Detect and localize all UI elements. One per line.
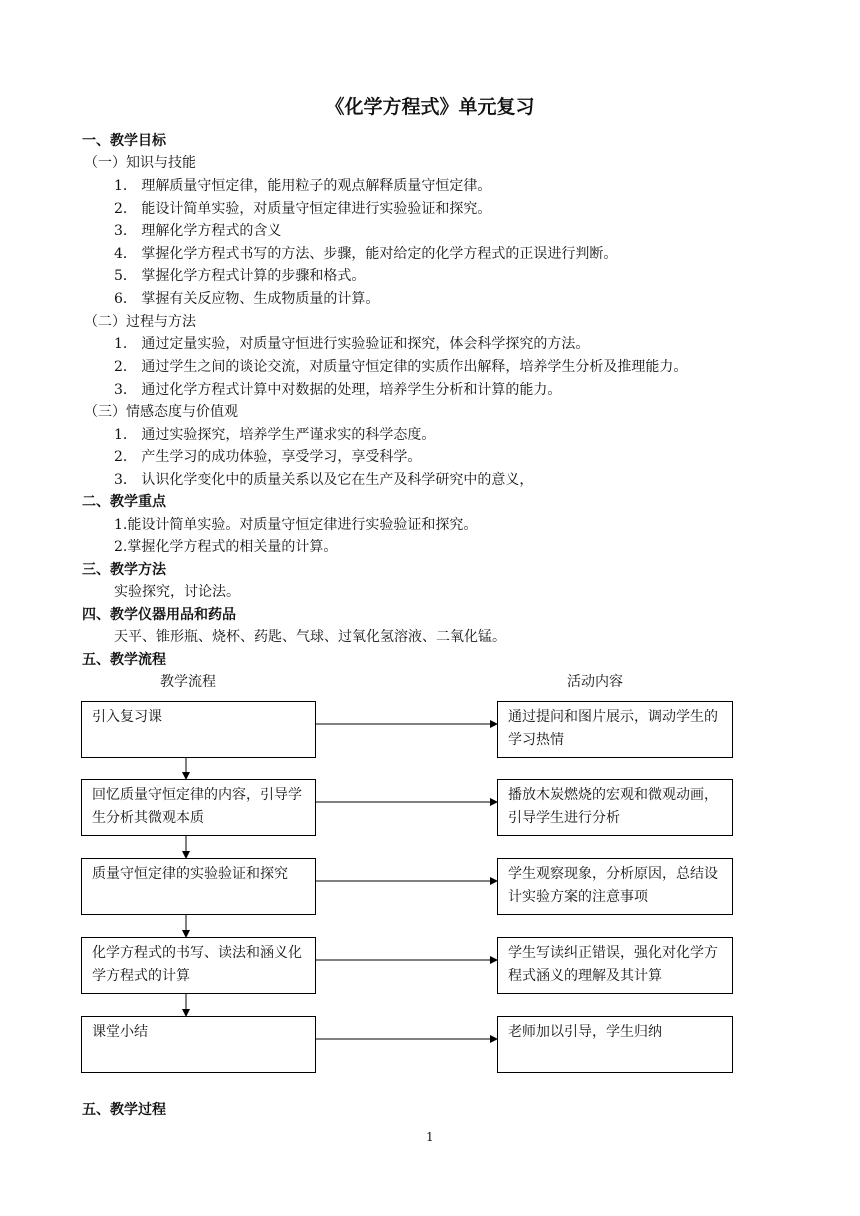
list-item: 1.能设计简单实验。对质量守恒定律进行实验验证和探究。 [114,517,478,533]
section-heading-methods: 三、教学方法 [82,562,166,578]
list-item: 6． 掌握有关反应物、生成物质量的计算。 [114,291,380,307]
list-item: 3． 通过化学方程式计算中对数据的处理，培养学生分析和计算的能力。 [114,382,562,398]
document-title: 《化学方程式》单元复习 [325,96,535,118]
list-item: 2． 通过学生之间的谈论交流，对质量守恒定律的实质作出解释，培养学生分析及推理能力。 [114,359,688,375]
flow-activity-3: 学生观察现象，分析原因，总结设计实验方案的注意事项 [497,858,733,915]
flow-step-4: 化学方程式的书写、读法和涵义化学方程式的计算 [81,937,316,994]
list-item: 1． 通过实验探究，培养学生严谨求实的科学态度。 [114,427,436,443]
list-item: 3． 理解化学方程式的含义 [114,223,282,239]
list-item: 1． 理解质量守恒定律，能用粒子的观点解释质量守恒定律。 [114,178,492,194]
flow-column-right-heading: 活动内容 [567,674,623,690]
section-heading-key-points: 二、教学重点 [82,494,166,510]
list-item: 4． 掌握化学方程式书写的方法、步骤，能对给定的化学方程式的正误进行判断。 [114,246,618,262]
subheading-knowledge-skills: （一）知识与技能 [84,155,196,171]
subheading-attitudes-values: （三）情感态度与价值观 [84,404,238,420]
list-item: 2.掌握化学方程式的相关量的计算。 [114,539,338,555]
section-heading-process: 五、教学过程 [82,1102,166,1118]
flow-activity-2: 播放木炭燃烧的宏观和微观动画，引导学生进行分析 [497,779,733,836]
flow-step-1: 引入复习课 [81,701,316,758]
section-heading-objectives: 一、教学目标 [82,133,166,149]
methods-text: 实验探究，讨论法。 [114,584,240,600]
flow-activity-4: 学生写读纠正错误，强化对化学方程式涵义的理解及其计算 [497,937,733,994]
materials-text: 天平、锥形瓶、烧杯、药匙、气球、过氧化氢溶液、二氧化锰。 [114,629,506,645]
page-number: 1 [426,1130,434,1144]
list-item: 1． 通过定量实验，对质量守恒进行实验验证和探究，体会科学探究的方法。 [114,336,590,352]
section-heading-flow: 五、教学流程 [82,652,166,668]
flow-step-3: 质量守恒定律的实验验证和探究 [81,858,316,915]
list-item: 2． 能设计简单实验，对质量守恒定律进行实验验证和探究。 [114,201,492,217]
flow-activity-5: 老师加以引导，学生归纳 [497,1016,733,1073]
list-item: 3． 认识化学变化中的质量关系以及它在生产及科学研究中的意义， [114,472,534,488]
flow-activity-1: 通过提问和图片展示，调动学生的学习热情 [497,701,733,758]
flow-step-5: 课堂小结 [81,1016,316,1073]
subheading-process-methods: （二）过程与方法 [84,314,196,330]
list-item: 5． 掌握化学方程式计算的步骤和格式。 [114,268,366,284]
section-heading-materials: 四、教学仪器用品和药品 [82,607,236,623]
flow-step-2: 回忆质量守恒定律的内容，引导学生分析其微观本质 [81,779,316,836]
flow-column-left-heading: 教学流程 [160,674,216,690]
list-item: 2． 产生学习的成功体验，享受学习，享受科学。 [114,449,422,465]
